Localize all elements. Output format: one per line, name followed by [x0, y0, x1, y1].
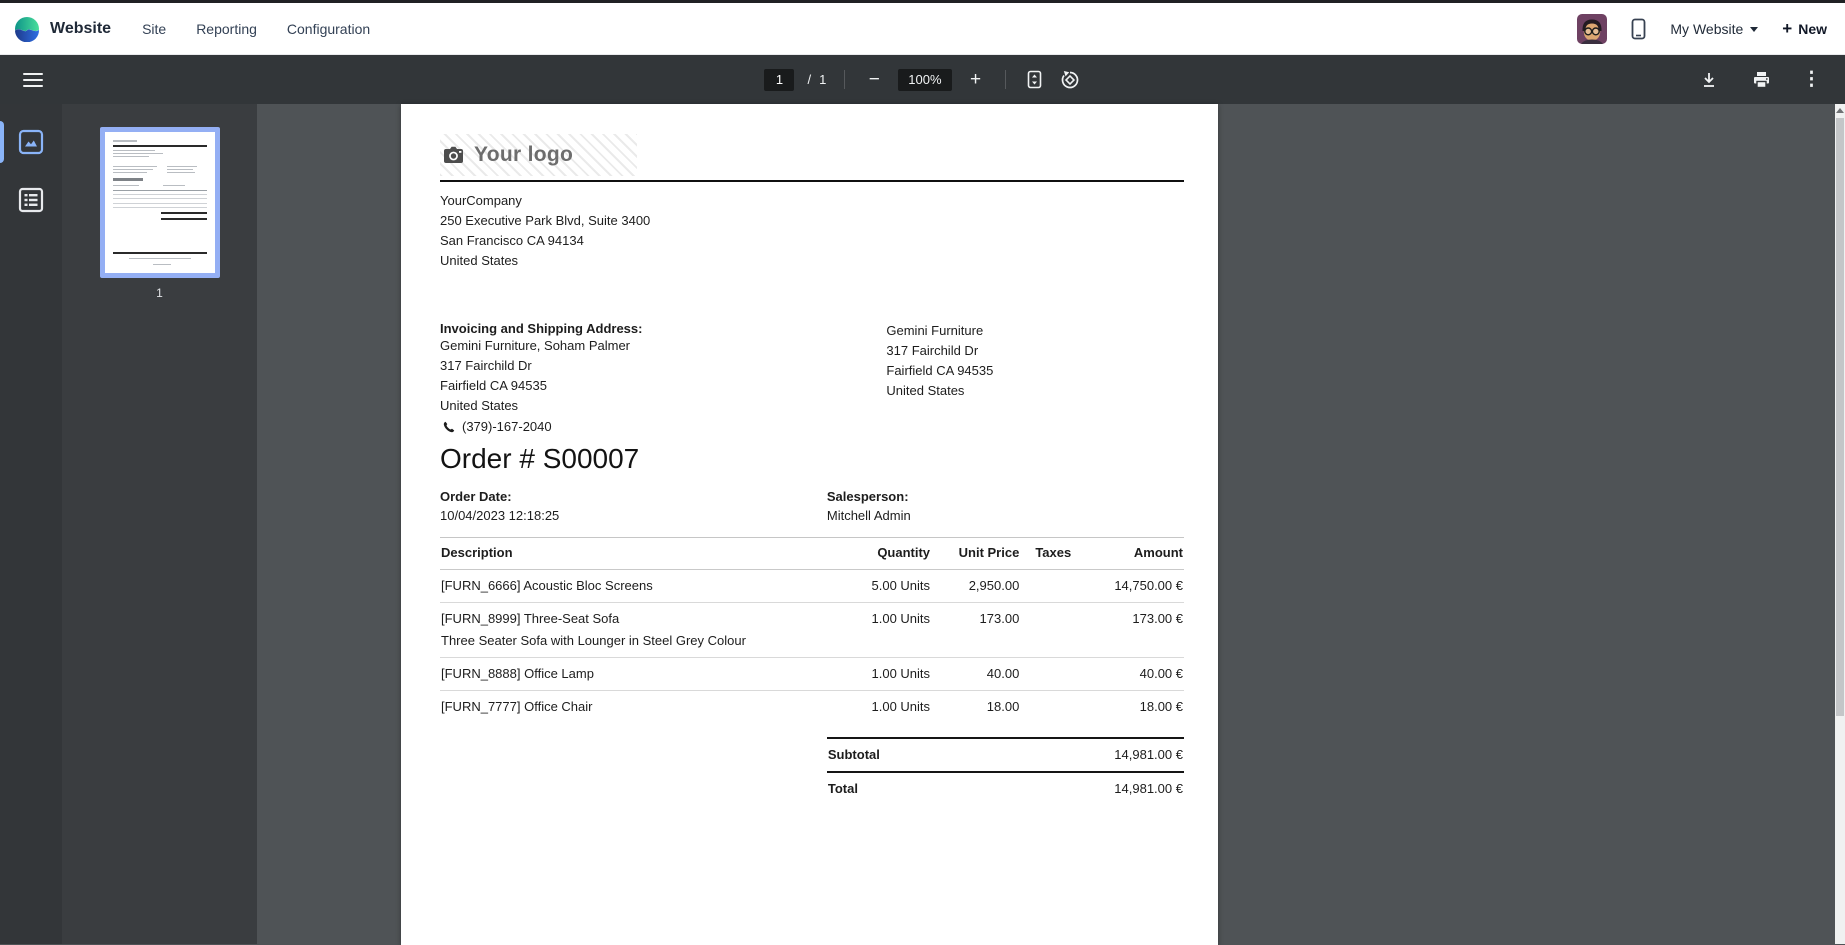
navbar-left [14, 15, 385, 43]
salesperson-label: Salesperson: [826, 489, 909, 504]
order-date-label: Order Date: [440, 489, 512, 504]
toolbar-right [1585, 69, 1845, 91]
menu-item-site[interactable]: Site [142, 20, 167, 37]
company-address-block [440, 191, 1184, 271]
download-icon[interactable] [1698, 69, 1720, 91]
cell-quantity: 1.00 Units [871, 699, 931, 714]
cell-description [440, 603, 834, 658]
outline-tab-button[interactable] [14, 183, 48, 217]
subtotal-label: Subtotal [827, 747, 880, 762]
cell-quantity: 1.00 Units [834, 603, 931, 658]
kebab-menu-icon[interactable]: ⋮ [1802, 69, 1821, 90]
invoicing-address-line: Gemini Furniture, Soham Palmer [440, 338, 631, 353]
chevron-down-icon [1750, 27, 1758, 32]
thumbnail-page-number: 1 [156, 286, 163, 300]
toolbar-center [260, 69, 1585, 91]
total-amount: 14,981.00 € [1114, 781, 1183, 796]
toolbar-left [0, 73, 260, 87]
avatar[interactable] [1577, 14, 1607, 44]
zoom-out-button[interactable]: − [868, 69, 880, 90]
odoo-website-logo-icon[interactable] [14, 16, 40, 42]
totals-block [827, 737, 1184, 805]
app-name[interactable]: Website [50, 19, 112, 37]
cell-quantity: 5.00 Units [834, 570, 931, 603]
invoicing-address-line: United States [440, 398, 519, 413]
col-header-unit-price: Unit Price [931, 538, 1020, 570]
order-date-value: 10/04/2023 12:18:25 [440, 508, 560, 523]
cell-taxes [1020, 691, 1080, 724]
cell-unit-price: 18.00 [986, 699, 1020, 714]
vertical-scrollbar[interactable] [1835, 104, 1845, 944]
odoo-navbar [0, 3, 1845, 55]
cell-description: [FURN_7777] Office Chair [441, 699, 593, 714]
cell-taxes [1020, 658, 1080, 691]
company-logo-placeholder [440, 134, 637, 176]
invoicing-address-line: 317 Fairchild Dr [440, 358, 532, 373]
cell-taxes [1020, 570, 1080, 603]
order-date-block [440, 483, 827, 526]
phone-number: (379)-167-2040 [462, 419, 552, 434]
table-header-row [440, 538, 1184, 570]
website-switcher-dropdown[interactable] [1670, 21, 1758, 37]
scrollbar-up-arrow[interactable] [1836, 108, 1844, 113]
pdf-viewer-toolbar [0, 55, 1845, 104]
new-button-label: New [1798, 20, 1827, 37]
company-address-line: San Francisco CA 94134 [440, 233, 584, 248]
col-header-description: Description [440, 538, 834, 570]
thumbnails-panel [62, 104, 257, 944]
table-row [440, 570, 1184, 603]
salesperson-value: Mitchell Admin [826, 508, 911, 523]
invoicing-address-label: Invoicing and Shipping Address: [440, 321, 643, 336]
table-row [440, 603, 1184, 658]
thumbnails-tab-button[interactable] [14, 125, 48, 159]
cell-amount: 18.00 € [1139, 699, 1183, 714]
pdf-viewer-body [0, 104, 1845, 944]
toolbar-divider [844, 70, 845, 89]
cell-unit-price: 173.00 [931, 603, 1020, 658]
col-header-amount: Amount [1080, 538, 1184, 570]
shipping-address-line: 317 Fairchild Dr [886, 343, 979, 358]
cell-amount: 14,750.00 € [1080, 570, 1184, 603]
phone-icon [443, 421, 455, 433]
shipping-address-line: Gemini Furniture [886, 323, 984, 338]
col-header-quantity: Quantity [834, 538, 931, 570]
page-separator: / [807, 72, 812, 87]
product-note: Three Seater Sofa with Lounger in Steel Grey Colour [441, 633, 746, 648]
order-info-row [440, 483, 1184, 526]
zoom-in-button[interactable]: + [969, 69, 982, 90]
website-switcher-label: My Website [1670, 20, 1744, 37]
cell-unit-price: 40.00 [931, 658, 1020, 691]
header-rule [440, 180, 1184, 182]
company-address-line: 250 Executive Park Blvd, Suite 3400 [440, 213, 651, 228]
subtotal-amount: 14,981.00 € [1114, 747, 1183, 762]
shipping-address-block [886, 321, 1184, 436]
scrollbar-thumb[interactable] [1836, 118, 1844, 716]
sidebar-rail [0, 104, 62, 944]
company-address-line: United States [440, 253, 519, 268]
order-lines-table [440, 537, 1184, 723]
subtotal-row [827, 737, 1184, 771]
logo-text: Your logo [474, 143, 574, 166]
cell-description: [FURN_8888] Office Lamp [440, 658, 834, 691]
cell-description: [FURN_6666] Acoustic Bloc Screens [440, 570, 834, 603]
addresses-row [440, 321, 1184, 436]
page-count [807, 72, 826, 87]
invoicing-address-block [440, 321, 886, 436]
document-page [401, 104, 1218, 945]
cell-amount: 173.00 € [1080, 603, 1184, 658]
product-name: [FURN_8999] Three-Seat Sofa [441, 611, 620, 626]
page-thumbnail-selected[interactable] [100, 127, 220, 278]
zoom-level-input[interactable]: 100% [898, 69, 951, 91]
total-label: Total [827, 781, 858, 796]
main-menu [127, 15, 385, 43]
print-icon[interactable] [1750, 69, 1772, 91]
phone-line [443, 418, 886, 436]
total-row [827, 771, 1184, 805]
cell-unit-price: 2,950.00 [931, 570, 1020, 603]
cell-amount: 40.00 € [1080, 658, 1184, 691]
company-name: YourCompany [440, 193, 522, 208]
camera-icon [443, 146, 464, 164]
cell-taxes [1020, 603, 1080, 658]
table-row [440, 691, 1184, 724]
shipping-address-line: Fairfield CA 94535 [886, 363, 994, 378]
hamburger-icon[interactable] [23, 73, 43, 87]
toolbar-divider [1005, 70, 1006, 89]
active-tab-indicator [0, 121, 4, 163]
page-total: 1 [819, 72, 827, 87]
col-header-taxes: Taxes [1020, 538, 1080, 570]
rotate-icon[interactable] [1059, 69, 1081, 91]
plus-icon: + [1782, 19, 1793, 38]
table-row [440, 658, 1184, 691]
shipping-address-line: United States [886, 383, 965, 398]
invoicing-address-line: Fairfield CA 94535 [440, 378, 547, 393]
navbar-right [1577, 14, 1831, 44]
salesperson-block [827, 483, 1184, 526]
page-number-input[interactable]: 1 [764, 69, 794, 91]
order-title: Order # S00007 [440, 443, 640, 474]
menu-item-reporting[interactable]: Reporting [196, 20, 257, 37]
fit-page-button[interactable] [1024, 69, 1046, 91]
cell-quantity: 1.00 Units [834, 658, 931, 691]
new-button[interactable] [1782, 20, 1827, 37]
mobile-preview-icon[interactable] [1631, 18, 1646, 40]
menu-item-configuration[interactable]: Configuration [286, 20, 371, 37]
